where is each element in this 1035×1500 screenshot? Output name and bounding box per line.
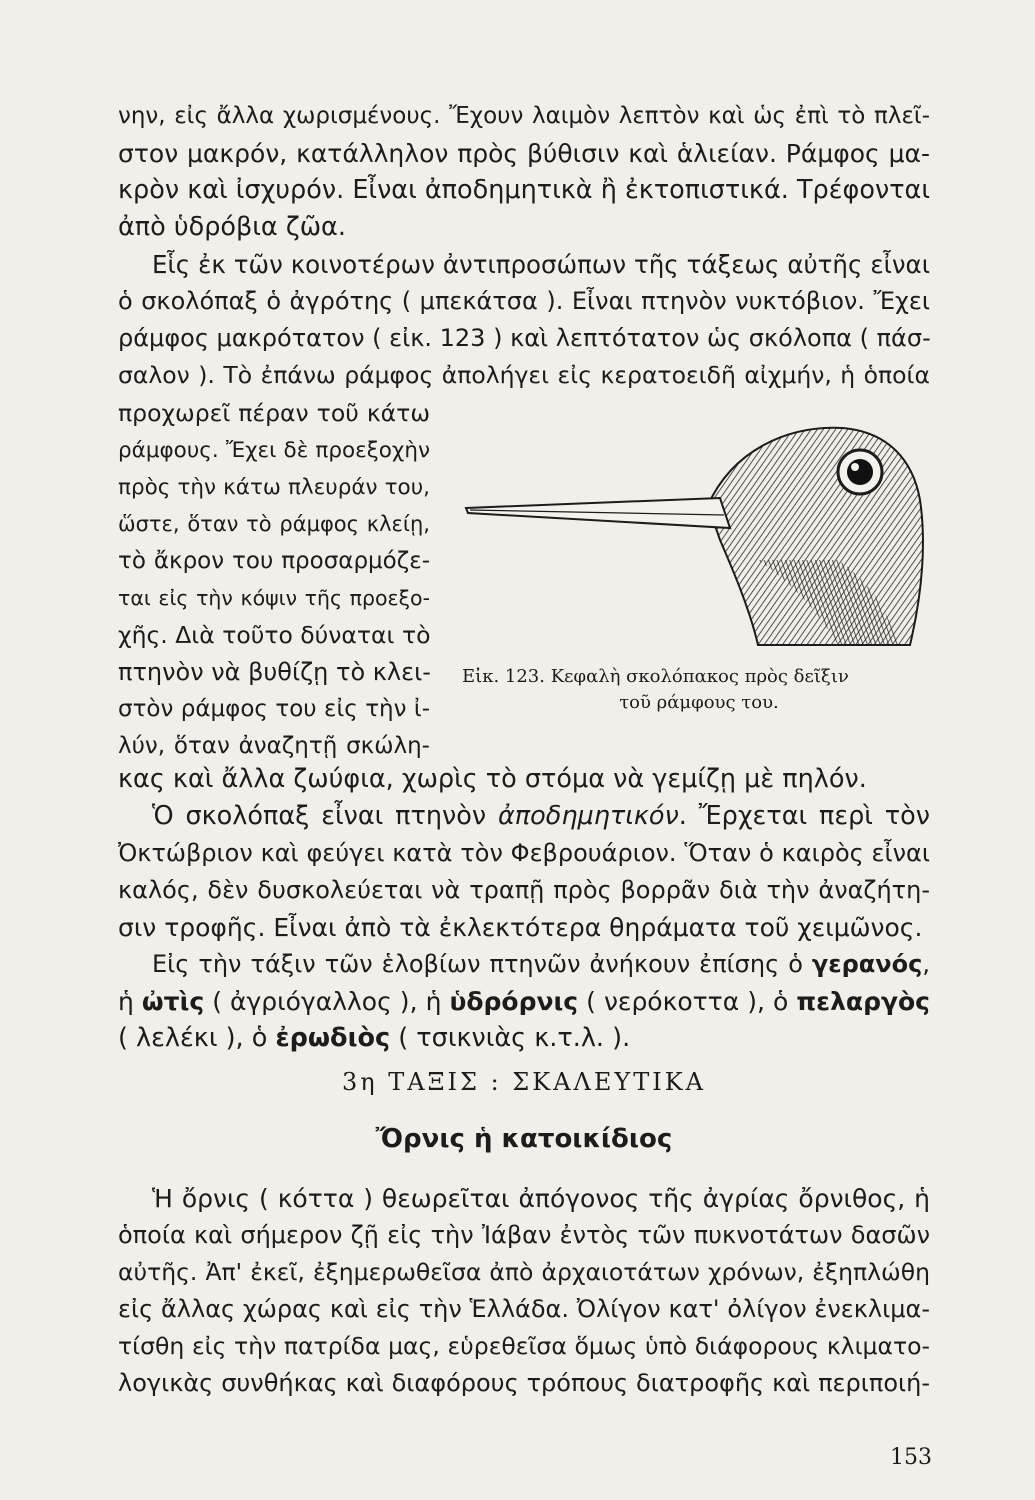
text-line xyxy=(118,983,930,1020)
text-line: Ὀκτώβριον καὶ φεύγει κατὰ τὸν Φεβρουάριον. Ὅταν ὁ καιρὸς εἶναι xyxy=(118,839,930,867)
text-line: τίσθη εἰς τὴν πατρίδα μας, εὑρεθεῖσα ὅμως ὑπὸ διάφορους κλιματο- xyxy=(118,1332,930,1360)
paragraph-1 xyxy=(118,98,930,394)
text-line: λογικὰς συνθήκας καὶ διαφόρους τρόπους διατροφῆς καὶ περιποιή- xyxy=(118,1369,930,1397)
text-line: πτηνὸν νὰ βυθίζῃ τὸ κλει- xyxy=(118,658,431,686)
text-line: κας καὶ ἄλλα ζωύφια, χωρὶς τὸ στόμα νὰ γεμίζῃ μὲ πηλόν. xyxy=(118,764,867,794)
text-line: σαλον ). Τὸ ἐπάνω ράμφος ἀπολήγει εἰς κερατοειδῆ αἰχμήν, ἡ ὁποία xyxy=(118,361,930,389)
wrapped-text-column xyxy=(118,395,430,765)
paragraph-3 xyxy=(118,1180,930,1402)
bold-term: γερανός xyxy=(811,950,923,978)
bold-term: ὑδρόρνις xyxy=(449,987,579,1016)
text-line xyxy=(118,946,930,983)
text-line: αὐτῆς. Ἀπ' ἐκεῖ, ἐξημερωθεῖσα ἀπὸ ἀρχαιοτάτων χρόνων, ἐξηπλώθη xyxy=(118,1258,930,1286)
text-line: ὁ σκολόπαξ ὁ ἀγρότης ( μπεκάτσα ). Εἶναι πτηνὸν νυκτόβιον. Ἔχει xyxy=(118,287,930,315)
text-line: ὁποία καὶ σήμερον ζῇ εἰς τὴν Ἰάβαν ἐντὸς τῶν πυκνοτάτων δασῶν xyxy=(118,1221,930,1249)
text-run: Εἰς τὴν τάξιν τῶν ἑλοβίων πτηνῶν ἀνήκουν ἐπίσης ὁ xyxy=(152,950,812,978)
text-run: . Ἔρχεται περὶ τὸν xyxy=(678,801,930,831)
order-heading: 3η ΤΑΞΙΣ : ΣΚΑΛΕΥΤΙΚΑ xyxy=(342,1068,706,1096)
text-line: στον μακρόν, κατάλληλον πρὸς βύθισιν καὶ ἁλιείαν. Ράμφος μα- xyxy=(118,139,930,168)
text-line: ράμφος μακρότατον ( εἰκ. 123 ) καὶ λεπτότατον ὡς σκόλοπα ( πάσ- xyxy=(118,324,931,352)
text-line: ται εἰς τὴν κόψιν τῆς προεξο- xyxy=(118,586,430,610)
text-line: ἀπὸ ὑδρόβια ζῶα. xyxy=(118,212,346,242)
text-run: ( νερόκοττα ), ὁ xyxy=(578,987,797,1016)
text-line: νην, εἰς ἄλλα χωρισμένους. Ἔχουν λαιμὸν λεπτὸν καὶ ὡς ἐπὶ τὸ πλεῖ- xyxy=(118,103,930,129)
text-line xyxy=(118,798,930,835)
figure-caption xyxy=(462,664,936,716)
text-line: χῆς. Διὰ τοῦτο δύναται τὸ xyxy=(118,621,431,649)
bold-term: ὠτὶς xyxy=(141,987,205,1016)
caption-line: Εἰκ. 123. Κεφαλὴ σκολόπακος πρὸς δεῖξιν xyxy=(462,666,849,687)
caption-line: τοῦ ράμφους του. xyxy=(619,692,779,713)
text-line: καλός, δὲν δυσκολεύεται νὰ τραπῇ πρὸς βορρᾶν διὰ τὴν ἀναζήτη- xyxy=(118,876,930,904)
woodcock-head-illustration xyxy=(458,410,936,660)
italic-term: ἀποδημητικόν xyxy=(497,801,679,831)
text-line xyxy=(118,1020,930,1057)
bold-term: πελαργὸς xyxy=(796,987,930,1016)
text-run: , xyxy=(922,950,930,978)
text-line: ράμφους. Ἔχει δὲ προεξοχὴν xyxy=(118,438,430,463)
text-line: σιν τροφῆς. Εἶναι ἀπὸ τὰ ἐκλεκτότερα θηράματα τοῦ χειμῶνος. xyxy=(118,913,923,942)
text-line: προχωρεῖ πέραν τοῦ κάτω xyxy=(118,399,430,427)
text-line: Εἷς ἐκ τῶν κοινοτέρων ἀντιπροσώπων τῆς τάξεως αὐτῆς εἶναι xyxy=(152,250,930,279)
text-run: ( λελέκι ), ὁ xyxy=(118,1023,276,1053)
text-line: ὥστε, ὅταν τὸ ράμφος κλείῃ, xyxy=(118,512,430,536)
text-line: κρὸν καὶ ἰσχυρόν. Εἶναι ἀποδημητικὰ ἢ ἐκτοπιστικά. Τρέφονται xyxy=(118,175,930,205)
text-run: Ὁ σκολόπαξ εἶναι πτηνὸν xyxy=(152,801,498,831)
text-line: Ἡ ὄρνις ( κόττα ) θεωρεῖται ἀπόγονος τῆς ἀγρίας ὄρνιθος, ἡ xyxy=(152,1184,930,1213)
text-line: λύν, ὅταν ἀναζητῇ σκώλη- xyxy=(118,733,430,759)
text-line: τὸ ἄκρον του προσαρμόζε- xyxy=(118,548,430,574)
text-line: πρὸς τὴν κάτω πλευράν του, xyxy=(118,475,430,500)
paragraph-2 xyxy=(118,761,930,1057)
text-run: ἡ xyxy=(118,987,142,1016)
text-run: ( ἀγριόγαλλος ), ἡ xyxy=(204,987,450,1016)
text-run: ( τσικνιὰς κ.τ.λ. ). xyxy=(390,1023,631,1053)
section-subheading: Ὄρνις ἡ κατοικίδιος xyxy=(375,1124,673,1154)
bold-term: ἐρωδιὸς xyxy=(275,1023,391,1053)
text-line: στὸν ράμφος του εἰς τὴν ἰ- xyxy=(118,696,430,722)
page-number: 153 xyxy=(890,1445,932,1470)
text-line: εἰς ἄλλας χώρας καὶ εἰς τὴν Ἑλλάδα. Ὀλίγον κατ' ὀλίγον ἐνεκλιμα- xyxy=(118,1295,930,1323)
